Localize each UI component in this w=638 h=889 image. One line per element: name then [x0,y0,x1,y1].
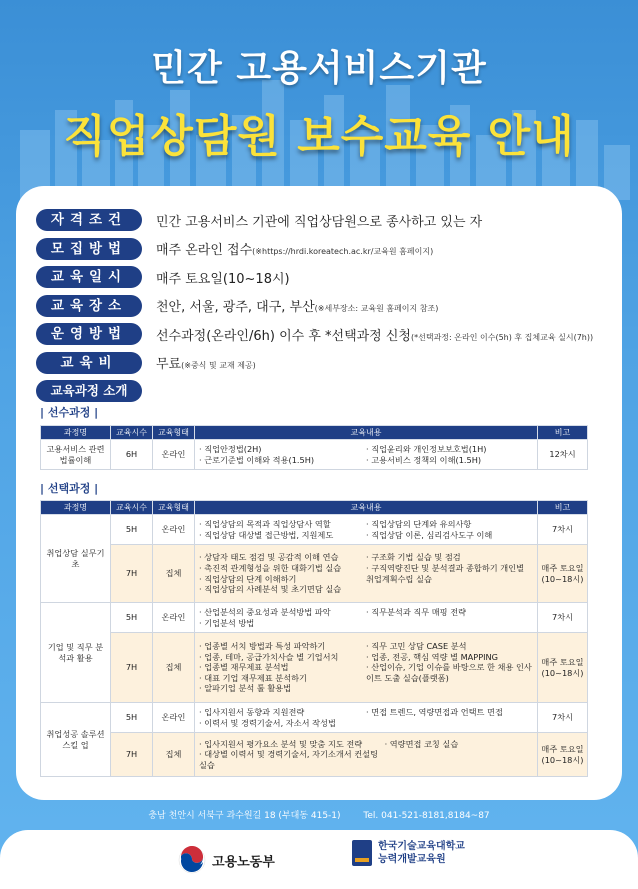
table-row [41,603,588,633]
table-header: 과정명 [41,426,111,440]
course-hours: 7H [111,545,153,603]
info-value: 천안, 서울, 광주, 대구, 부산 [156,300,315,316]
institute-name: 한국기술교육대학교 [378,841,465,852]
course-remark: 7차시 [538,515,588,545]
info-note: (※중식 및 교재 제공) [181,361,256,371]
elective-table [40,500,588,777]
info-value: 매주 온라인 접수 [156,243,253,259]
info-value: 매주 토요일(10~18시) [156,271,290,287]
info-label: 교육일시 [36,266,142,288]
course-name: 고용서비스 관련 법률이해 [41,440,111,470]
info-label: 모집방법 [36,238,142,260]
table-header: 교육내용 [195,501,538,515]
info-row-location [36,292,626,321]
info-row-qualification [36,206,626,235]
course-hours: 6H [111,440,153,470]
table-header: 과정명 [41,501,111,515]
table-header: 교육형태 [153,501,195,515]
info-value: 민간 고용서비스 기관에 직업상담원으로 종사하고 있는 자 [156,214,483,230]
table-header: 교육시수 [111,501,153,515]
course-remark: 7차시 [538,703,588,733]
logo-bar [0,830,638,889]
course-type: 집체 [153,633,195,703]
course-type: 집체 [153,733,195,777]
prereq-section-title: | 선수과정 | [40,406,99,419]
course-remark: 매주 토요일 (10~18시) [538,633,588,703]
info-note: (※https://hrdi.koreatech.ac.kr/교육원 홈페이지) [252,247,434,257]
ministry-logo [178,846,275,874]
institute-emblem-icon [352,840,372,866]
course-content: · 직업상담의 목적과 직업상담사 역할 · 직업상담 대상별 접근방법, 지원제도 · 직업상담의 단계와 유의사항 · 직업상담 이론, 심리검사도구 이해 [195,515,538,545]
info-list [36,206,626,406]
footer-address: 충남 천안시 서북구 과수원길 18 (부대동 415-1) Tel. 041-521-8181,8184~87 [148,811,490,821]
info-label: 교육과정 소개 [36,380,142,402]
table-row [41,545,588,603]
course-remark: 매주 토요일 (10~18시) [538,545,588,603]
course-remark: 7차시 [538,603,588,633]
course-hours: 5H [111,515,153,545]
info-note: (*선택과정: 온라인 이수(5h) 후 집체교육 실시(7h)) [411,332,594,342]
institute-logo [352,840,465,866]
table-header-row [41,501,588,515]
info-row-operation [36,320,626,349]
course-type: 온라인 [153,515,195,545]
course-name: 취업성공 솔루션 스킬 업 [41,703,111,777]
info-value: 선수과정(온라인/6h) 이수 후 *선택과정 신청 [156,328,411,344]
course-hours: 7H [111,733,153,777]
elective-section-title: | 선택과정 | [40,482,99,495]
course-remark: 매주 토요일 (10~18시) [538,733,588,777]
course-content: · 산업분석의 중요성과 분석방법 파악 · 기업분석 방법 · 직무분석과 직무 매핑 전략 [195,603,538,633]
info-label: 자격조건 [36,209,142,231]
title-line2: 직업상담원 보수교육 안내 [63,111,575,162]
course-content: · 업종별 서치 방법과 특성 파악하기 · 업종, 테마, 공급가치사슬 별 기업서치 · 업종별 재무제표 분석법 · 대표 기업 재무제표 분석하기 · 알파기업 분석 툴 활용법 · 직무 고민 상담 CASE 분석 · 업종, 전공, 핵심 역량 별 MAPPING · 산업이슈, 기업 이슈를 바탕으로 한 채용 인사이트 도출 실습(플랫폼) [195,633,538,703]
course-remark: 12차시 [538,440,588,470]
table-header: 교육시수 [111,426,153,440]
course-name: 취업상담 실무기초 [41,515,111,603]
info-row-recruitment [36,235,626,264]
course-content: · 입사지원서 동향과 지원전략 · 이력서 및 경력기술서, 자소서 작성법 · 면접 트렌드, 역량면접과 언택트 면접 [195,703,538,733]
info-label: 운영방법 [36,323,142,345]
table-row [41,703,588,733]
course-content: · 입사지원서 평가요소 분석 및 맞춤 지도 전략 · 대상별 이력서 및 경력기술서, 자기소개서 컨설팅 실습 · 역량면접 코칭 실습 [195,733,538,777]
table-header: 교육내용 [195,426,538,440]
table-row [41,440,588,470]
course-type: 온라인 [153,440,195,470]
table-row [41,633,588,703]
ministry-logo-text: 고용노동부 [212,854,275,870]
info-note: (※세부장소: 교육원 홈페이지 참조) [314,304,439,314]
table-header: 교육형태 [153,426,195,440]
info-label: 교육비 [36,352,142,374]
table-header: 비고 [538,426,588,440]
course-hours: 5H [111,603,153,633]
institute-subname: 능력개발교육원 [378,854,446,865]
info-row-course-intro [36,377,626,406]
title-line1: 민간 고용서비스기관 [151,48,487,89]
course-type: 온라인 [153,603,195,633]
table-row [41,733,588,777]
taegeuk-icon [178,846,206,874]
course-content: · 상담자 태도 점검 및 공감적 이해 연습 · 촉진적 관계형성을 위한 대화기법 실습 · 직업상담의 단계 이해하기 · 직업상담의 사례분석 및 초기면담 실습 · 구조화 기법 실습 및 점검 · 구직역량진단 및 분석결과 종합하기 개인별 취업계획수립 실습 [195,545,538,603]
info-label: 교육장소 [36,295,142,317]
table-header: 비고 [538,501,588,515]
course-type: 온라인 [153,703,195,733]
course-name: 기업 및 직무 분석과 활용 [41,603,111,703]
prereq-table [40,425,588,470]
table-row [41,515,588,545]
info-row-schedule [36,263,626,292]
course-hours: 5H [111,703,153,733]
table-header-row [41,426,588,440]
course-hours: 7H [111,633,153,703]
info-value: 무료 [156,357,182,373]
info-row-fee [36,349,626,378]
course-type: 집체 [153,545,195,603]
course-content: · 직업안정법(2H) · 근로기준법 이해와 적용(1.5H) · 직업윤리와 개인정보보호법(1H) · 고용서비스 정책의 이해(1.5H) [195,440,538,470]
